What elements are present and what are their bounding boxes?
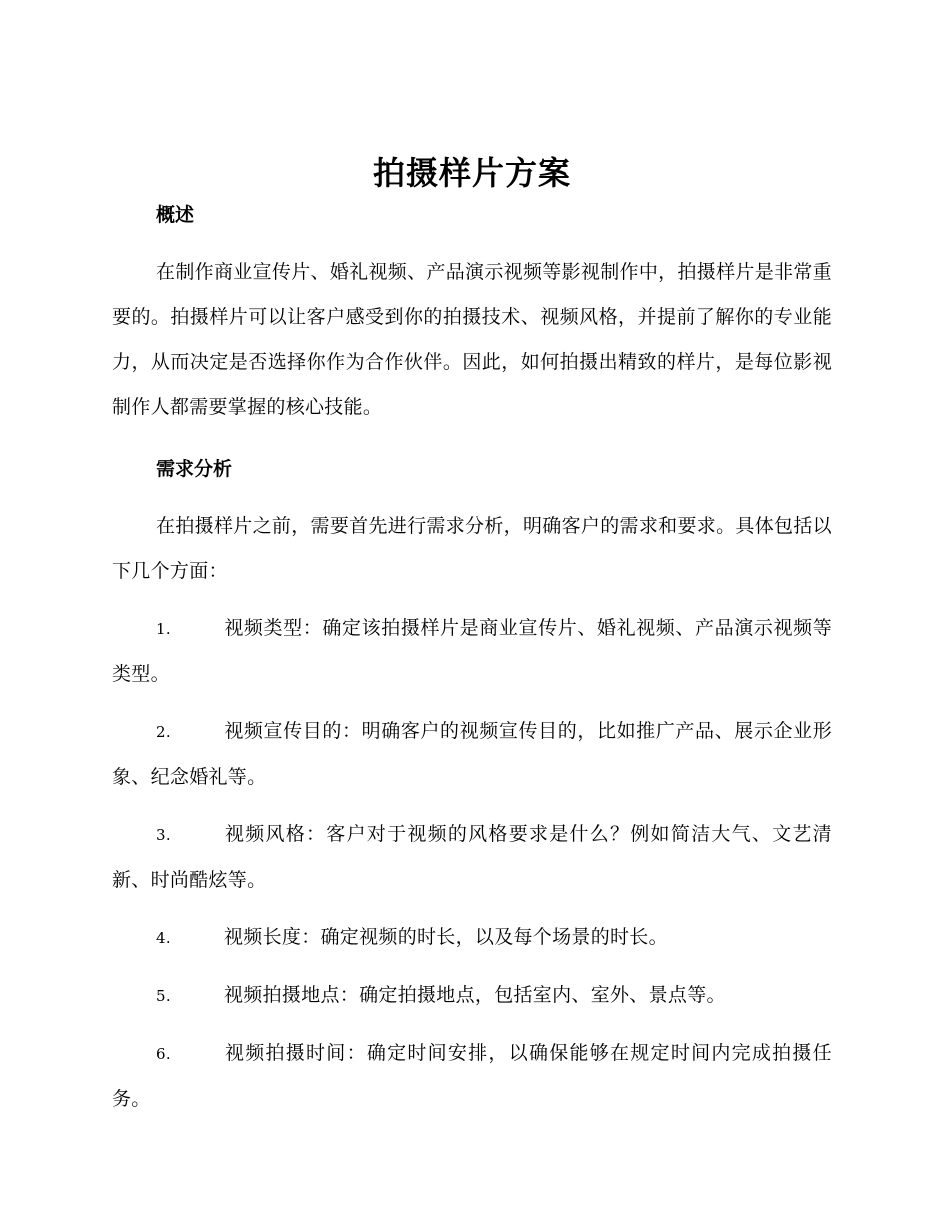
list-item-number: 6.: [156, 1045, 171, 1063]
list-item: [112, 1031, 832, 1122]
section-heading-needs: 需求分析: [156, 458, 233, 480]
list-item-text: 视频拍摄时间：确定时间安排，以确保能够在规定时间内完成拍摄任务。: [112, 1042, 832, 1110]
needs-list: [112, 606, 832, 1122]
list-item: [112, 606, 832, 697]
list-item-number: 3.: [156, 826, 171, 844]
list-item: [112, 915, 832, 961]
section-heading-overview: 概述: [156, 204, 195, 226]
list-item-number: 5.: [156, 987, 171, 1005]
needs-paragraph: 在拍摄样片之前，需要首先进行需求分析，明确客户的需求和要求。具体包括以下几个方面：: [112, 515, 832, 582]
list-item-text: 视频拍摄地点：确定拍摄地点，包括室内、室外、景点等。: [224, 984, 726, 1006]
document-title: 拍摄样片方案: [372, 154, 571, 192]
list-item-text: 视频长度：确定视频的时长，以及每个场景的时长。: [224, 926, 668, 948]
list-item-text: 视频风格：客户对于视频的风格要求是什么？例如简洁大气、文艺清新、时尚酷炫等。: [112, 823, 832, 891]
list-item-number: 4.: [156, 929, 171, 947]
list-item: [112, 973, 832, 1019]
list-item: [112, 812, 832, 903]
list-item-number: 1.: [156, 620, 171, 638]
list-item-text: 视频类型：确定该拍摄样片是商业宣传片、婚礼视频、产品演示视频等类型。: [112, 617, 832, 685]
document-page: [112, 150, 832, 1122]
overview-paragraph: 在制作商业宣传片、婚礼视频、产品演示视频等影视制作中，拍摄样片是非常重要的。拍摄样片可以让客户感受到你的拍摄技术、视频风格，并提前了解你的专业能力，从而决定是否选择你作为合作伙伴。因此，如何拍摄出精致的样片，是每位影视制作人都需要掌握的核心技能。: [112, 261, 832, 418]
list-item-text: 视频宣传目的：明确客户的视频宣传目的，比如推广产品、展示企业形象、纪念婚礼等。: [112, 720, 832, 788]
list-item-number: 2.: [156, 723, 171, 741]
list-item: [112, 709, 832, 800]
